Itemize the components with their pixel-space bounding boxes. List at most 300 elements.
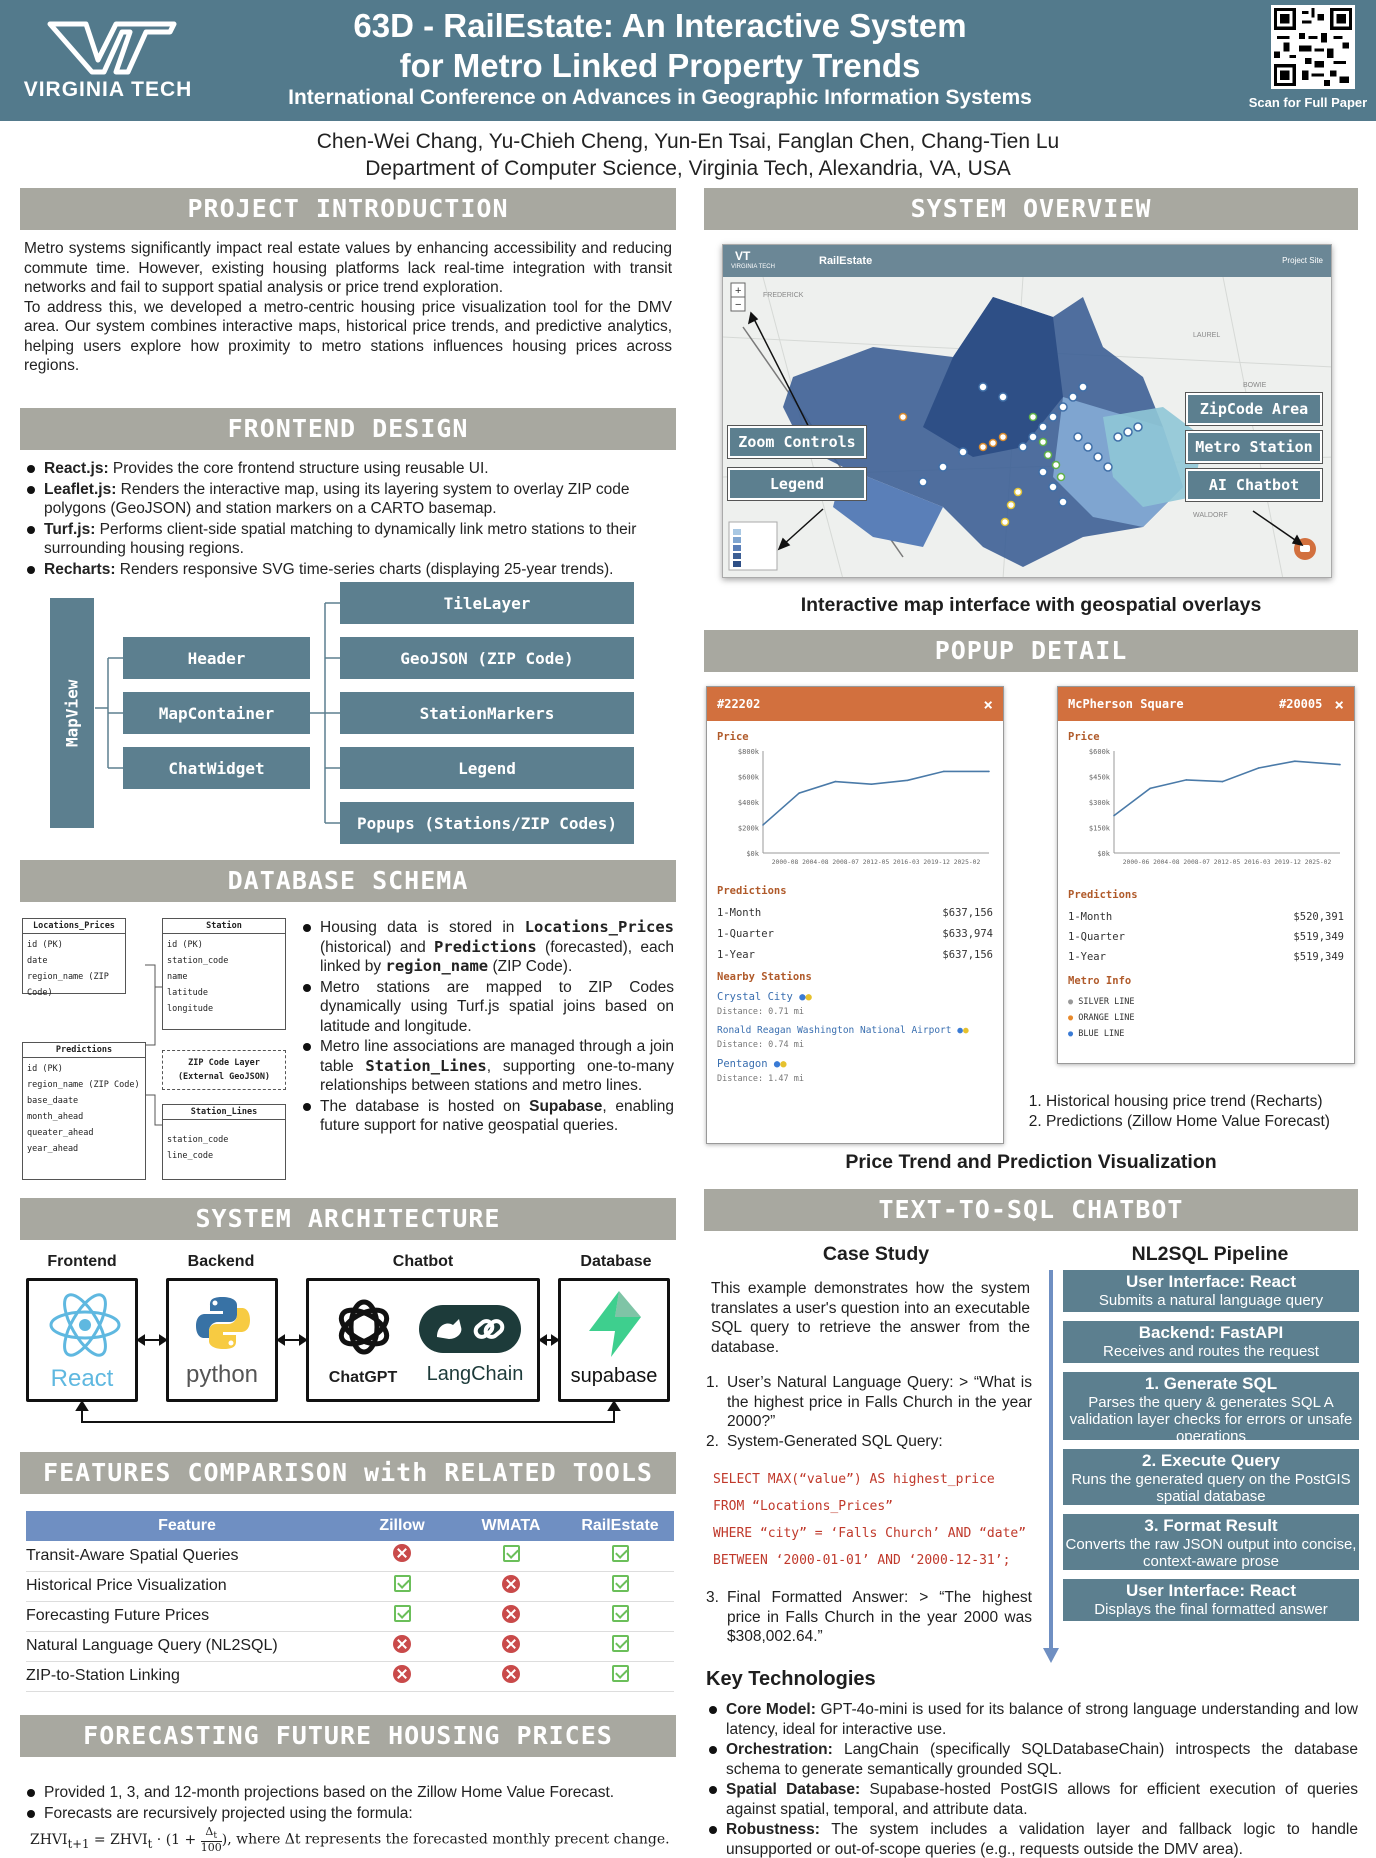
x-tick-labels: 2000-08 2004-08 2008-07 2012-05 2016-03 2019-12 2025-02 <box>771 859 981 866</box>
table-station-lines <box>162 1104 286 1180</box>
pred-row <box>1068 951 1344 963</box>
table-sub: (External GeoJSON) <box>177 1072 271 1082</box>
title-banner <box>0 0 1376 121</box>
forecast-heading: FORECASTING FUTURE HOUSING PRICES <box>20 1715 676 1757</box>
feature-name: Natural Language Query (NL2SQL) <box>26 1631 348 1661</box>
pipeline-step <box>1063 1270 1359 1312</box>
intro-p1: Metro systems significantly impact real estate values by enhancing accessibility and reducing commute time. However, existing housing platforms lack real-time integration with transit networks and fail to support spatial analysis or price trend exploration. <box>24 240 672 296</box>
popup-body <box>1058 721 1354 1045</box>
features-row <box>26 1631 674 1661</box>
langchain-text: LangChain <box>426 1363 524 1385</box>
line-item: ● BLUE LINE <box>1068 1029 1125 1039</box>
case-steps <box>706 1373 1032 1451</box>
y-tick-label: $300k <box>1088 799 1110 807</box>
frontend-heading: FRONTEND DESIGN <box>20 408 676 450</box>
table-name: Station_Lines <box>163 1105 285 1120</box>
popup-title: McPherson Square <box>1068 697 1184 711</box>
db-bullet <box>300 1097 674 1136</box>
frontend-key: React.js: <box>44 460 109 477</box>
tech-key: Robustness: <box>726 1821 820 1838</box>
db-bullet: Metro stations are mapped to ZIP Codes dynamically using Turf.js spatial joins based on latitude and longitude. <box>300 978 674 1037</box>
field: longitude <box>167 1004 214 1014</box>
code-term: region_name <box>385 957 489 975</box>
tree-header: Header <box>123 637 310 679</box>
case-step-1: 1. User’s Natural Language Query: > “What is the highest price in Falls Church in the year 2000?” <box>706 1374 1032 1430</box>
station-distance: Distance: 1.47 mi <box>717 1074 804 1084</box>
check-icon <box>394 1575 411 1592</box>
pipeline-title: NL2SQL Pipeline <box>1131 1243 1289 1265</box>
text: , enabling future support for native geospatial queries. <box>320 1097 674 1134</box>
town-label: LAUREL <box>1193 332 1221 339</box>
feature-cell <box>456 1601 566 1631</box>
step-desc: Receives and routes the request <box>1103 1343 1319 1360</box>
field: base_daate <box>27 1096 79 1106</box>
qr-code[interactable] <box>1271 5 1355 89</box>
check-icon <box>612 1635 629 1652</box>
price-point <box>871 783 873 785</box>
authors-block <box>0 128 1376 182</box>
price-line <box>1114 761 1340 815</box>
check-icon <box>503 1545 520 1562</box>
feature-cell <box>566 1541 674 1571</box>
conference-name: International Conference on Advances in Geographic Information Systems <box>288 86 1032 109</box>
feature-cell <box>348 1661 456 1691</box>
qr-caption: Scan for Full Paper <box>1248 95 1368 110</box>
intro-heading: PROJECT INTRODUCTION <box>20 188 676 230</box>
frontend-item <box>24 560 674 580</box>
step-text: System-Generated SQL Query: <box>727 1432 943 1450</box>
project-site-link[interactable]: Project Site <box>1282 256 1323 265</box>
key-tech-title: Key Technologies <box>706 1668 876 1690</box>
vt-logo-icon <box>46 20 178 76</box>
col-wmata: WMATA <box>456 1511 566 1541</box>
popup-heading: POPUP DETAIL <box>704 630 1358 672</box>
field: id (PK) <box>27 940 63 950</box>
field: date <box>27 956 48 966</box>
price-point <box>798 792 800 794</box>
popup-mcpherson-square[interactable] <box>1057 686 1355 1064</box>
station-name: Crystal City <box>717 991 793 1003</box>
features-row <box>26 1601 674 1631</box>
tree-root-mapview: MapView <box>50 598 94 828</box>
cross-icon <box>502 1635 520 1653</box>
feature-cell <box>348 1631 456 1661</box>
popup-header <box>1058 687 1354 721</box>
line-item: ● ORANGE LINE <box>1068 1013 1135 1023</box>
table-zip-layer <box>162 1050 286 1090</box>
sql-line: FROM “Locations_Prices” <box>713 1499 894 1514</box>
db-bullet <box>300 1037 674 1096</box>
price-point <box>943 771 945 773</box>
overview-heading: SYSTEM OVERVIEW <box>704 188 1358 230</box>
table-fields <box>23 934 125 1004</box>
case-study-title: Case Study <box>822 1243 930 1265</box>
town-label: WALDORF <box>1193 512 1228 519</box>
key-tech-item <box>706 1780 1358 1819</box>
code-term: Locations_Prices <box>524 918 674 936</box>
features-row <box>26 1661 674 1691</box>
station-name: Ronald Reagan Washington National Airport <box>717 1025 952 1036</box>
chatgpt-text: ChatGPT <box>328 1369 398 1386</box>
chatbot-heading: TEXT-TO-SQL CHATBOT <box>704 1189 1358 1231</box>
cross-icon <box>393 1544 411 1562</box>
frontend-key: Recharts: <box>44 560 116 578</box>
price-point <box>1113 815 1115 817</box>
callout-zoom-controls: Zoom Controls <box>728 426 866 458</box>
app-title: RailEstate <box>819 255 873 267</box>
pred-val: $520,391 <box>1293 911 1344 923</box>
step-title: User Interface: React <box>1125 1272 1297 1291</box>
check-icon <box>612 1605 629 1622</box>
step-text: User’s Natural Language Query: > “What is the highest price in Falls Church in the year 2000?” <box>727 1374 1032 1430</box>
feature-cell <box>566 1601 674 1631</box>
field: region_name (ZIP Code) <box>27 1080 140 1090</box>
y-tick-label: $0k <box>746 850 759 858</box>
price-label: Price <box>1068 731 1100 743</box>
callout-metro-station: Metro Station <box>1186 431 1322 463</box>
sql-line: WHERE “city” = ‘Falls Church’ AND “date” <box>713 1526 1027 1541</box>
table-station <box>162 918 286 1030</box>
feature-name: Transit-Aware Spatial Queries <box>26 1541 348 1571</box>
price-point <box>988 771 990 773</box>
tree-legend: Legend <box>340 747 634 789</box>
feature-cell <box>566 1631 674 1661</box>
price-point <box>762 824 764 826</box>
step-desc: Submits a natural language query <box>1098 1292 1324 1309</box>
key-tech-item <box>706 1740 1358 1779</box>
line-item: ● SILVER LINE <box>1068 997 1135 1007</box>
sql-line: SELECT MAX(“value”) AS highest_price <box>713 1472 995 1487</box>
station-name: Pentagon <box>717 1058 768 1070</box>
case-step-2: 2. System-Generated SQL Query: <box>706 1432 943 1450</box>
line-name: BLUE LINE <box>1078 1029 1125 1039</box>
line-name: SILVER LINE <box>1078 997 1135 1007</box>
pipeline-step <box>1063 1449 1359 1505</box>
pred-row <box>717 928 993 940</box>
features-header-row <box>26 1511 674 1541</box>
app-vt-text: VIRGINIA TECH <box>731 264 775 270</box>
case-step-3: 3. Final Formatted Answer: > “The highest price in Falls Church in the year 2000 was $308,002.64.” <box>706 1589 1032 1645</box>
predictions-label: Predictions <box>717 885 787 897</box>
feature-name: Historical Price Visualization <box>26 1571 348 1601</box>
db-heading: DATABASE SCHEMA <box>20 860 676 902</box>
col-feature: Feature <box>26 1511 348 1541</box>
field: name <box>167 972 188 982</box>
feature-cell <box>348 1571 456 1601</box>
step-title: 2. Execute Query <box>1142 1451 1280 1470</box>
pred-row <box>1068 931 1344 943</box>
line-name: ORANGE LINE <box>1078 1013 1135 1023</box>
tech-val: GPT-4o-mini is used for its balance of strong language understanding and low latency, ideal for interactive use. <box>726 1701 1358 1738</box>
y-tick-label: $200k <box>737 824 759 833</box>
col-zillow: Zillow <box>348 1511 456 1541</box>
frontend-key: Turf.js: <box>44 520 96 538</box>
price-point <box>907 780 909 782</box>
y-tick-label: $600k <box>737 773 759 782</box>
frontend-item <box>24 459 674 479</box>
vt-name: VIRGINIA TECH <box>23 78 193 101</box>
frontend-item <box>24 520 674 559</box>
check-icon <box>612 1665 629 1682</box>
title-line-1: 63D - RailEstate: An Interactive System <box>353 7 967 44</box>
python-text: python <box>185 1361 259 1388</box>
pred-val: $637,156 <box>942 949 993 961</box>
check-icon <box>394 1605 411 1622</box>
key-tech-list <box>706 1700 1358 1858</box>
check-icon <box>612 1575 629 1592</box>
price-point <box>1258 767 1260 769</box>
y-tick-label: $450k <box>1088 773 1110 782</box>
tech-val: LangChain (specifically SQLDatabaseChain) introspects the database schema to generate semantically grounded SQL. <box>726 1741 1358 1778</box>
popup-caption: Price Trend and Prediction Visualization <box>845 1151 1217 1173</box>
feature-name: ZIP-to-Station Linking <box>26 1661 348 1691</box>
pred-key: 1-Quarter <box>1068 931 1125 943</box>
qr-code-icon <box>1274 8 1352 86</box>
arch-label-chatbot: Chatbot <box>392 1253 454 1270</box>
frontend-val: Performs client-side spatial matching to dynamically link metro stations to their surrounding housing regions. <box>44 520 637 557</box>
feature-cell <box>348 1541 456 1571</box>
table-locations-prices <box>22 918 126 998</box>
y-tick-label: $600k <box>1088 748 1110 756</box>
supabase-text: supabase <box>570 1365 658 1387</box>
frontend-val: Renders responsive SVG time-series charts (displaying 25-year trends). <box>115 560 614 578</box>
cross-icon <box>393 1665 411 1683</box>
tech-key: Spatial Database: <box>726 1781 861 1798</box>
step-desc: Displays the final formatted answer <box>1094 1601 1328 1618</box>
close-icon[interactable]: × <box>1334 694 1344 714</box>
intro-p2: To address this, we developed a metro-centric housing price visualization tool for the DMV area. Our system combines interactive maps, historical price trends, and predictive analytics, helping users explore how proximity to metro stations influences housing prices across regions. <box>24 298 672 374</box>
poster-title <box>240 6 1080 86</box>
field: line_code <box>167 1151 214 1161</box>
arch-label-frontend: Frontend <box>47 1253 117 1270</box>
metro-info-label: Metro Info <box>1068 975 1132 987</box>
step-desc: Parses the query & generates SQL A validation layer checks for errors or unsafe operations <box>1069 1394 1353 1445</box>
pipeline-steps <box>1063 1270 1359 1630</box>
pred-key: 1-Quarter <box>717 928 774 940</box>
text: (forecasted), each linked by <box>320 938 674 975</box>
price-label: Price <box>717 731 749 743</box>
formula-expr: $ZHVI_{t+1}$ = $ZHVI_t \cdot (1$ + $\frac{\Delta_t}{100}$ ) <box>30 1825 228 1855</box>
tech-val: Supabase-hosted PostGIS allows for efficient execution of queries against spatial, temporal, and attribute data. <box>726 1781 1358 1818</box>
feature-cell <box>456 1571 566 1601</box>
table-fields <box>163 1120 285 1167</box>
predictions-label: Predictions <box>1068 889 1138 901</box>
frontend-item <box>24 480 674 519</box>
author-list: Chen-Wei Chang, Yu-Chieh Cheng, Yun-En Tsai, Fanglan Chen, Chang-Tien Lu <box>316 130 1060 153</box>
pred-val: $633,974 <box>942 928 993 940</box>
overview-caption: Interactive map interface with geospatial overlays <box>800 594 1262 616</box>
pred-val: $637,156 <box>942 907 993 919</box>
forecast-bullet: Provided 1, 3, and 12-month projections based on the Zillow Home Value Forecast. <box>24 1783 674 1803</box>
callout-legend: Legend <box>728 468 866 500</box>
pred-row <box>1068 911 1344 923</box>
station-item[interactable]: Crystal City ●● <box>717 991 812 1003</box>
features-table <box>26 1511 674 1692</box>
app-header <box>723 245 1332 277</box>
code-term: Predictions <box>434 937 537 956</box>
react-text: React <box>50 1365 114 1392</box>
popup-note: 1. Historical housing price trend (Recharts) <box>1046 1092 1360 1112</box>
frontend-list <box>24 459 674 580</box>
feature-cell <box>566 1571 674 1601</box>
field: id (PK) <box>167 940 203 950</box>
price-chart-left <box>717 743 995 877</box>
table-name: ZIP Code Layer <box>188 1058 260 1068</box>
affiliation: Department of Computer Science, Virginia Tech, Alexandria, VA, USA <box>365 157 1011 180</box>
field: year_ahead <box>27 1144 79 1154</box>
y-tick-label: $0k <box>1097 850 1110 858</box>
feature-cell <box>456 1631 566 1661</box>
step-desc: Runs the generated query on the PostGIS spatial database <box>1071 1471 1351 1505</box>
pred-key: 1-Year <box>1068 951 1106 963</box>
field: station_code <box>167 956 229 966</box>
callout-zipcode-area: ZipCode Area <box>1186 393 1322 425</box>
frontend-val: Provides the core frontend structure using reusable UI. <box>108 460 489 477</box>
col-railestate: RailEstate <box>566 1511 674 1541</box>
text: (historical) and <box>320 938 435 956</box>
db-bullet <box>300 918 674 977</box>
step-title: 3. Format Result <box>1144 1516 1278 1535</box>
check-icon <box>612 1545 629 1562</box>
tree-geojson: GeoJSON (ZIP Code) <box>340 637 634 679</box>
features-row <box>26 1541 674 1571</box>
features-heading: FEATURES COMPARISON with RELATED TOOLS <box>20 1452 676 1494</box>
features-row <box>26 1571 674 1601</box>
nearby-label: Nearby Stations <box>717 971 812 983</box>
popup-note: 2. Predictions (Zillow Home Value Forecast) <box>1046 1112 1360 1132</box>
key-tech-item <box>706 1700 1358 1739</box>
text: , supporting one-to-many relationships between stations and metro lines. <box>320 1057 674 1094</box>
frontend-val: Renders the interactive map, using its layering system to overlay ZIP code polygons (GeoJSON) and station markers on a CARTO basemap. <box>44 480 630 517</box>
arch-label-database: Database <box>580 1253 652 1270</box>
key-tech-item <box>706 1820 1358 1858</box>
db-bullets <box>300 918 674 1137</box>
feature-cell <box>348 1601 456 1631</box>
bold-term: Supabase <box>529 1097 603 1115</box>
step-text: Final Formatted Answer: > “The highest price in Falls Church in the year 2000 was $308,002.64.” <box>727 1589 1032 1645</box>
town-label: BOWIE <box>1243 382 1267 389</box>
tree-mapcontainer: MapContainer <box>123 692 310 734</box>
pipeline-step <box>1063 1514 1359 1570</box>
text: The database is hosted on <box>320 1097 530 1115</box>
table-predictions <box>22 1042 146 1180</box>
zoom-in-glyph: + <box>735 285 742 297</box>
formula-tail: , where Δt represents the forecasted monthly precent change. <box>227 1831 670 1848</box>
tech-val: The system includes a validation layer and fallback logic to handle unsupported or out-of-scope queries (e.g., requests outside the DMV area). <box>726 1821 1358 1858</box>
pipeline-step <box>1063 1372 1359 1445</box>
pred-key: 1-Month <box>1068 911 1113 923</box>
y-tick-label: $150k <box>1088 824 1110 833</box>
pred-val: $519,349 <box>1293 931 1344 943</box>
pred-key: 1-Month <box>717 907 762 919</box>
code-term: Station_Lines <box>365 1056 487 1075</box>
step-desc: Converts the raw JSON output into concise, context-aware prose <box>1065 1536 1357 1570</box>
station-distance: Distance: 0.71 mi <box>717 1007 804 1017</box>
field: station_code <box>167 1135 229 1145</box>
feature-cell <box>456 1661 566 1691</box>
station-distance: Distance: 0.74 mi <box>717 1040 804 1050</box>
pipeline-step <box>1063 1579 1359 1621</box>
forecast-formula <box>30 1826 676 1856</box>
tech-key: Core Model: <box>726 1701 816 1718</box>
text: Housing data is stored in <box>320 919 525 936</box>
tree-tilelayer: TileLayer <box>340 582 634 624</box>
price-point <box>1339 764 1341 766</box>
field: region_name (ZIP Code) <box>27 972 109 998</box>
pipeline-step <box>1063 1321 1359 1363</box>
popup-zip: #20005 <box>1279 697 1323 711</box>
title-line-2: for Metro Linked Property Trends <box>399 47 921 84</box>
tree-popups: Popups (Stations/ZIP Codes) <box>340 802 634 844</box>
popup-zip-22202[interactable] <box>706 686 1004 1144</box>
table-name: Station <box>163 919 285 934</box>
cross-icon <box>502 1575 520 1593</box>
price-point <box>1149 788 1151 790</box>
field: id (PK) <box>27 1064 63 1074</box>
field: queater_ahead <box>27 1128 94 1138</box>
town-label: FREDERICK <box>763 292 804 299</box>
callout-ai-chatbot: AI Chatbot <box>1186 469 1322 501</box>
popup-header <box>707 687 1003 721</box>
pred-row <box>717 907 993 919</box>
table-name: Locations_Prices <box>23 919 125 934</box>
arch-label-backend: Backend <box>187 1253 255 1270</box>
frontend-key: Leaflet.js: <box>44 480 117 498</box>
forecast-list <box>24 1783 674 1824</box>
y-tick-label: $400k <box>737 799 759 807</box>
table-fields <box>23 1058 145 1160</box>
y-tick-label: $800k <box>737 748 759 756</box>
popup-notes <box>1024 1092 1360 1132</box>
x-tick-labels: 2000-06 2004-08 2008-07 2012-05 2016-03 2019-12 2025-02 <box>1122 859 1332 866</box>
feature-cell <box>456 1541 566 1571</box>
price-point <box>1294 760 1296 762</box>
features-body <box>26 1541 674 1691</box>
station-item[interactable]: Ronald Reagan Washington National Airport ●● <box>717 1025 969 1036</box>
popup-title: #22202 <box>717 697 761 711</box>
price-point <box>1186 779 1188 781</box>
price-point <box>835 781 837 783</box>
pipeline-arrow <box>1040 1270 1062 1665</box>
forecast-bullet: Forecasts are recursively projected using the formula: <box>24 1804 674 1824</box>
step-title: Backend: FastAPI <box>1138 1323 1284 1342</box>
feature-cell <box>566 1661 674 1691</box>
field: month_ahead <box>27 1112 84 1122</box>
table-fields <box>163 934 285 1020</box>
architecture-heading: SYSTEM ARCHITECTURE <box>20 1198 676 1240</box>
cross-icon <box>502 1605 520 1623</box>
close-icon[interactable]: × <box>983 694 993 714</box>
station-item[interactable]: Pentagon ●● <box>717 1058 787 1070</box>
cross-icon <box>393 1635 411 1653</box>
feature-name: Forecasting Future Prices <box>26 1601 348 1631</box>
tree-stationmarkers: StationMarkers <box>340 692 634 734</box>
virginia-tech-logo <box>18 20 198 110</box>
sql-code-block <box>713 1466 1053 1574</box>
text: Metro line associations are managed through a join table <box>320 1038 674 1075</box>
tech-key: Orchestration: <box>726 1741 833 1758</box>
architecture-arrows <box>20 1300 680 1440</box>
tree-chatwidget: ChatWidget <box>123 747 310 789</box>
intro-text <box>24 239 672 376</box>
field: latitude <box>167 988 208 998</box>
price-point <box>1222 781 1224 783</box>
text: (ZIP Code). <box>488 958 573 975</box>
price-chart-right <box>1068 743 1346 877</box>
sql-line: BETWEEN ‘2000-01-01’ AND ‘2000-12-31’; <box>713 1553 1011 1568</box>
popup-body <box>707 721 1003 1090</box>
zoom-out-glyph: − <box>735 299 742 311</box>
